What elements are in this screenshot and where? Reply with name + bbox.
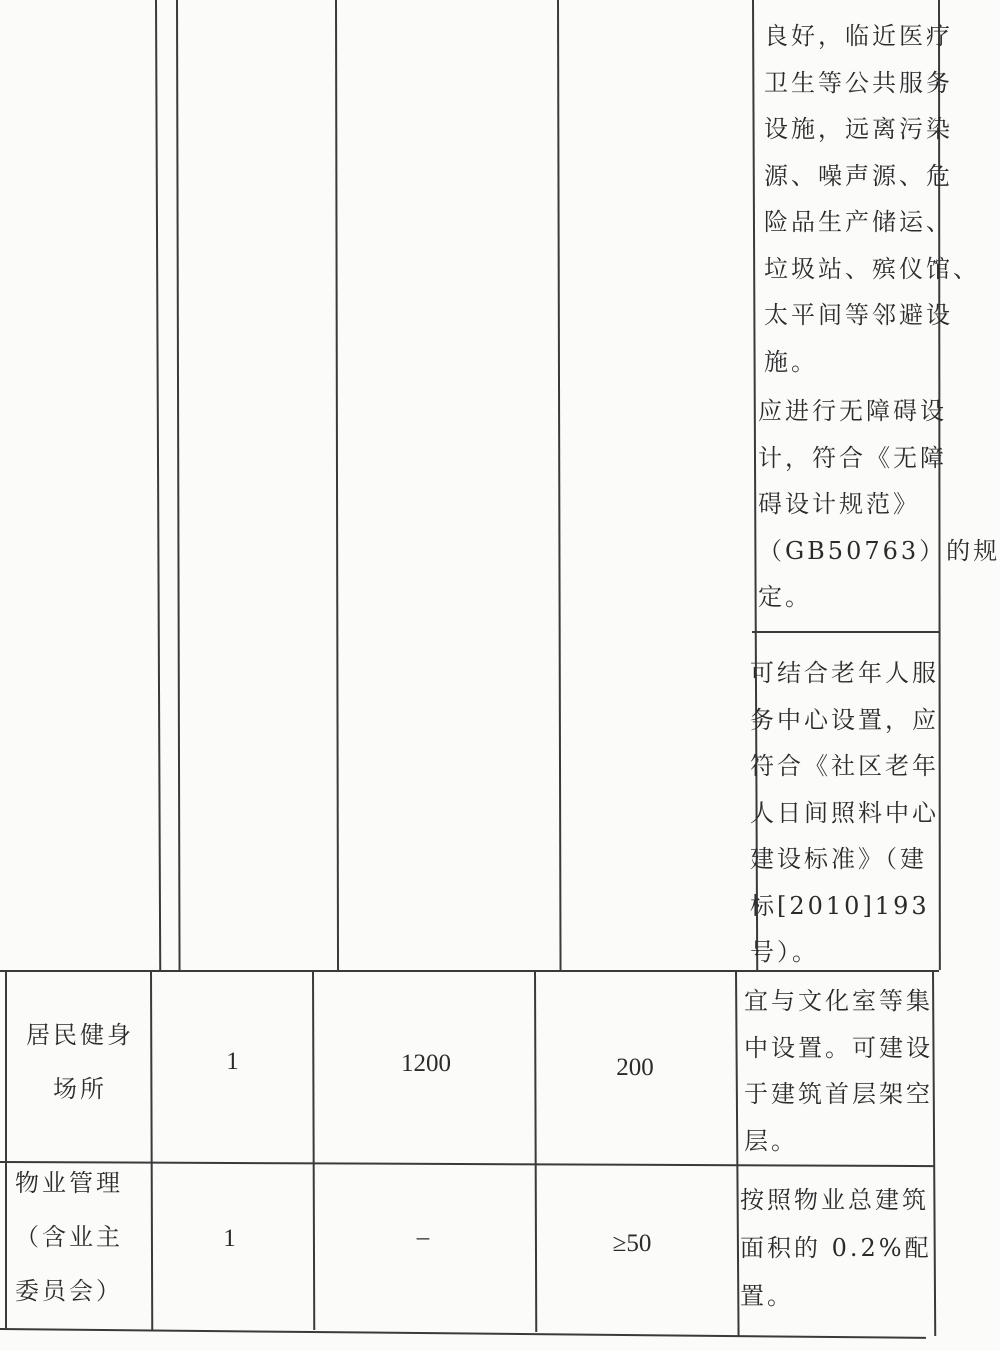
row-rule [0, 1328, 926, 1338]
notes-elderly: 可结合老年人服 务中心设置，应 符合《社区老年 人日间照料中心 建设标准》（建 标[2010]193 号）。 [750, 659, 939, 966]
row-fitness-notes: 宜与文化室等集 中设置。可建设 于建筑首层架空 层。 [744, 987, 933, 1155]
row-fitness-count: 1 [226, 1048, 239, 1075]
column-rule [735, 970, 739, 1336]
row-property-name: 物业管理 （含业主 委员会） [15, 1169, 123, 1305]
column-rule [557, 0, 561, 970]
row-property-count: 1 [223, 1225, 236, 1252]
notes-location: 良好，临近医疗 卫生等公共服务 设施，远离污染 源、噪声源、危 险品生产储运、 垃圾站、殡仪馆、 太平间等邻避设 施。 [764, 22, 980, 376]
row-property-area-b: ≥50 [612, 1230, 652, 1257]
column-rule [312, 970, 315, 1330]
row-property-area-a: – [416, 1224, 430, 1251]
row-fitness-area-b: 200 [616, 1054, 654, 1081]
row-fitness-area-a: 1200 [401, 1050, 451, 1077]
column-rule [155, 0, 161, 970]
row-rule [752, 631, 939, 633]
column-rule [150, 970, 153, 1330]
column-rule [5, 970, 7, 1330]
row-property-notes: 按照物业总建筑 面积的 0.2%配 置。 [740, 1186, 932, 1310]
row-fitness-name: 居民健身 场所 [26, 1021, 134, 1103]
column-rule [335, 0, 339, 970]
column-rule [176, 0, 180, 970]
notes-accessibility: 应进行无障碍设 计，符合《无障 碍设计规范》 （GB50763）的规 定。 [758, 397, 1000, 611]
column-rule [534, 970, 537, 1332]
